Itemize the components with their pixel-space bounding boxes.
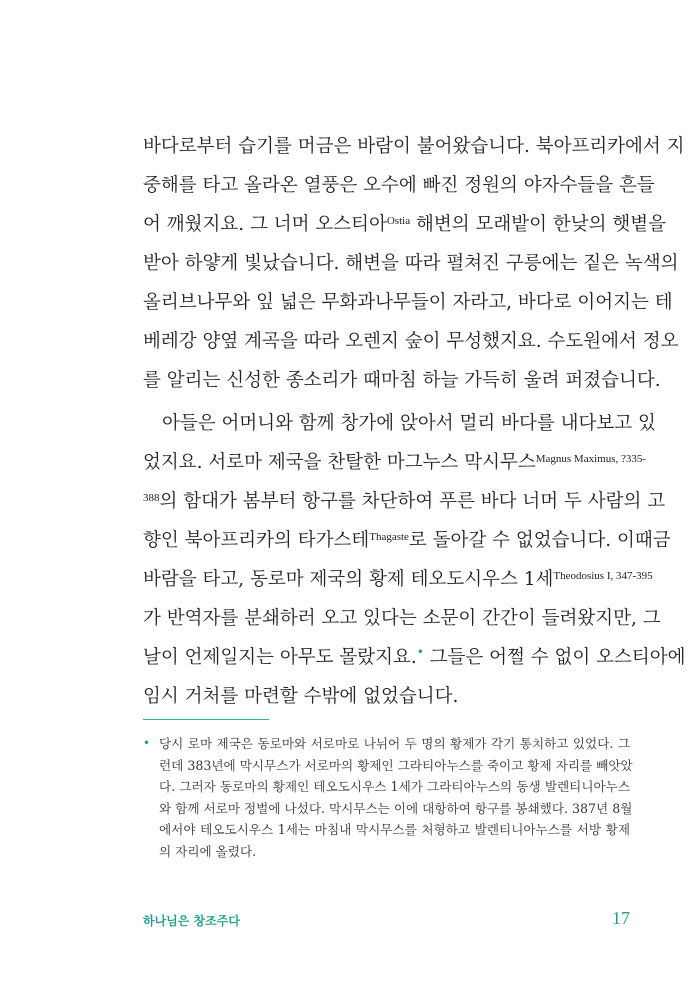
footnote-line: 에서야 테오도시우스 1세는 마침내 막시무스를 처형하고 발렌티니아누스를 서방 황제 <box>159 822 630 837</box>
text-segment: 날이 언제일지는 아무도 몰랐지요. <box>143 647 417 668</box>
text-line: 가 반역자를 분쇄하러 오고 있다는 소문이 간간이 들려왔지만, 그 <box>143 608 661 629</box>
text-line: 바다로부터 습기를 머금은 바람이 불어왔습니다. 북아프리카에서 지 <box>143 136 685 157</box>
text-segment: 해변의 모래밭이 한낮의 햇볕을 <box>410 214 666 235</box>
text-line <box>143 560 653 599</box>
footnote-line: 다. 그러자 동로마의 황제인 테오도시우스 1세가 그라티아누스의 동생 발렌티니아누스 <box>159 779 630 794</box>
text-line: 아들은 어머니와 함께 창가에 앉아서 멀리 바다를 내다보고 있 <box>162 413 656 434</box>
latin-gloss: Theodosius I, 347-395 <box>553 570 653 582</box>
text-line <box>143 638 686 677</box>
footnote-bullet: • <box>143 736 151 750</box>
text-segment: 었지요. 서로마 제국을 찬탈한 마그누스 막시무스 <box>143 452 536 473</box>
footnote-line: 의 자리에 올렸다. <box>159 843 257 859</box>
text-line: 중해를 타고 올라온 열풍은 오수에 빠진 정원의 야자수들을 흔들 <box>143 175 655 196</box>
footnote-divider <box>143 719 269 720</box>
text-segment: 로 돌아갈 수 없었습니다. 이때금 <box>408 530 671 551</box>
text-line: 임시 거처를 마련할 수밖에 없었습니다. <box>143 686 459 707</box>
text-segment: 의 함대가 봄부터 항구를 차단하여 푸른 바다 너머 두 사람의 고 <box>159 491 666 512</box>
footnote <box>143 733 633 862</box>
text-line <box>143 482 666 521</box>
latin-gloss: Ostia <box>386 215 411 227</box>
latin-gloss: Magnus Maximus, ?335- <box>535 453 647 465</box>
page-number: 17 <box>612 908 630 928</box>
footnote-marker[interactable]: • <box>416 645 424 659</box>
running-title: 하나님은 창조주다 <box>143 914 240 928</box>
paragraph-2 <box>143 404 686 716</box>
text-segment: 어 깨웠지요. 그 너머 오스티아 <box>143 214 387 235</box>
latin-gloss: Thagaste <box>369 531 409 543</box>
text-line <box>143 521 671 560</box>
text-segment: 바람을 타고, 동로마 제국의 황제 테오도시우스 1세 <box>143 569 554 590</box>
text-line <box>143 443 647 482</box>
text-line: 올리브나무와 잎 넓은 무화과나무들이 자라고, 바다로 이어지는 테 <box>143 292 673 313</box>
text-segment: 향인 북아프리카의 타가스테 <box>143 530 370 551</box>
text-line: 를 알리는 신성한 종소리가 때마침 하늘 가득히 울려 퍼졌습니다. <box>143 370 661 391</box>
text-segment: 그들은 어쩔 수 없이 오스티아에 <box>423 647 686 668</box>
footnote-line: 런데 383년에 막시무스가 서로마의 황제인 그라티아누스를 죽이고 황제 자리를 빼앗았 <box>159 757 633 773</box>
text-line: 받아 하얗게 빛났습니다. 해변을 따라 펼쳐진 구릉에는 짙은 녹색의 <box>143 253 679 274</box>
footnote-line: 당시 로마 제국은 동로마와 서로마로 나뉘어 두 명의 황제가 각기 통치하고 있었다. 그 <box>159 736 630 751</box>
body-text <box>143 127 686 716</box>
text-line <box>143 205 666 244</box>
footnote-line: 와 함께 서로마 정벌에 나섰다. 막시무스는 이에 대항하여 항구를 봉쇄했다. 387년 8월 <box>159 800 633 816</box>
text-line: 베레강 양옆 계곡을 따라 오렌지 숲이 무성했지요. 수도원에서 정오 <box>143 331 679 352</box>
paragraph-1 <box>143 127 685 400</box>
latin-gloss: 388 <box>143 492 160 504</box>
